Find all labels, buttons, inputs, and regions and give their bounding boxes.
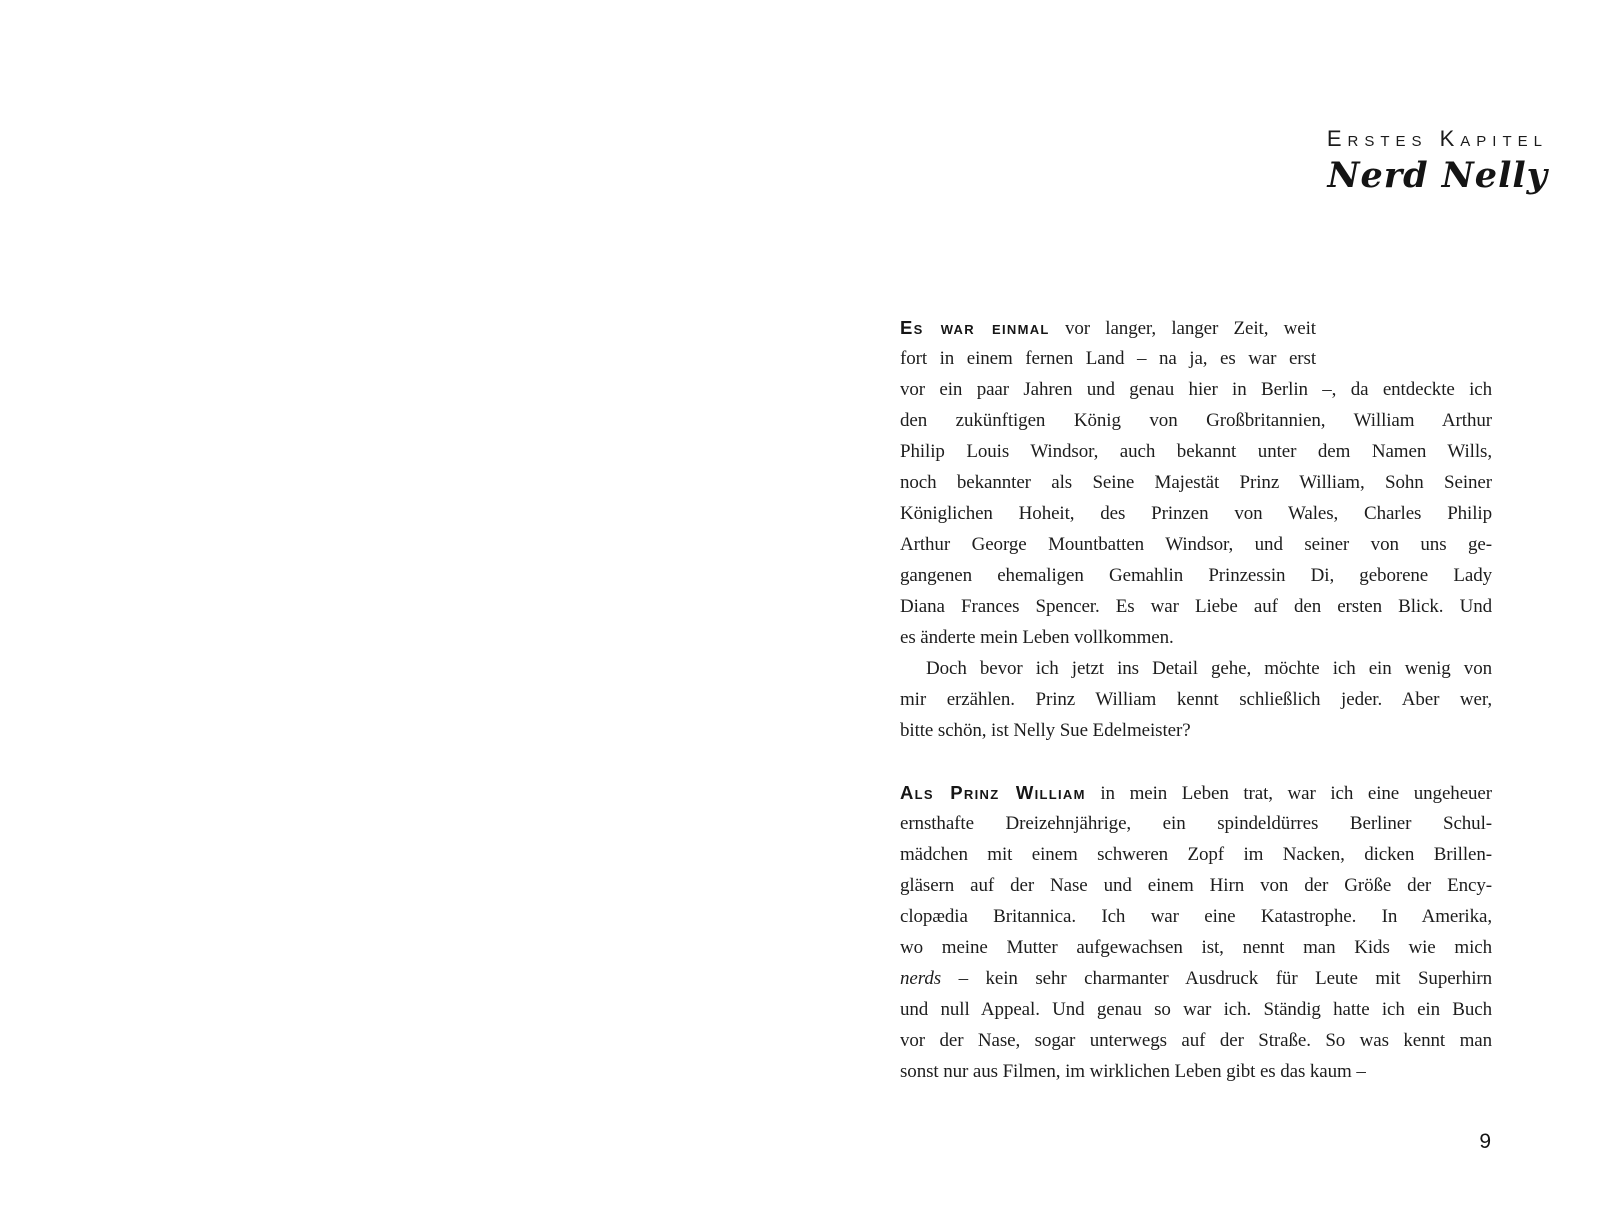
text-line <box>900 1056 1492 1087</box>
chapter-title: Nerd Nelly <box>1327 155 1548 196</box>
text-segment: – kein sehr charmanter Ausdruck für Leute mit Superhirn <box>941 968 1492 989</box>
text-segment: den zukünftigen König von Großbritannien, William Arthur <box>900 410 1492 431</box>
text-segment: mädchen mit einem schweren Zopf im Nacken, dicken Brillen- <box>900 844 1492 865</box>
text-segment: noch bekannter als Seine Majestät Prinz William, Sohn Seiner <box>900 472 1492 493</box>
chapter-heading <box>1327 126 1548 196</box>
text-line <box>900 560 1492 591</box>
text-line <box>900 1025 1492 1056</box>
text-line <box>900 312 1316 343</box>
text-segment: Arthur George Mountbatten Windsor, und seiner von uns ge- <box>900 534 1492 555</box>
chapter-label: Erstes Kapitel <box>1326 126 1548 151</box>
text-segment: fort in einem fernen Land – na ja, es war erst <box>900 348 1316 369</box>
smallcaps-lead: Es war einmal <box>900 317 1050 338</box>
text-segment: gangenen ehemaligen Gemahlin Prinzessin Di, geborene Lady <box>900 565 1492 586</box>
italic-term: nerds <box>900 968 942 989</box>
page-number: 9 <box>1479 1130 1491 1153</box>
text-line <box>900 963 1492 994</box>
text-line <box>900 467 1492 498</box>
text-segment: clopædia Britannica. Ich war eine Katastrophe. In Amerika, <box>900 906 1492 927</box>
text-segment: in mein Leben trat, war ich eine ungeheuer <box>1085 783 1492 804</box>
text-line <box>900 374 1492 405</box>
text-line <box>900 839 1492 870</box>
smallcaps-lead: Als Prinz William <box>900 782 1086 803</box>
text-segment: Doch bevor ich jetzt ins Detail gehe, möchte ich ein wenig von <box>926 658 1492 679</box>
text-segment: Diana Frances Spencer. Es war Liebe auf den ersten Blick. Und <box>900 596 1492 617</box>
text-segment: gläsern auf der Nase und einem Hirn von der Größe der Ency- <box>900 875 1492 896</box>
text-line <box>900 405 1492 436</box>
text-line <box>900 529 1492 560</box>
text-segment: bitte schön, ist Nelly Sue Edelmeister? <box>900 720 1191 741</box>
text-line <box>900 870 1492 901</box>
text-line <box>900 715 1492 746</box>
text-segment: mir erzählen. Prinz William kennt schließlich jeder. Aber wer, <box>900 689 1492 710</box>
text-segment: vor der Nase, sogar unterwegs auf der Straße. So was kennt man <box>900 1030 1492 1051</box>
text-segment: wo meine Mutter aufgewachsen ist, nennt man Kids wie mich <box>900 937 1492 958</box>
text-segment: und null Appeal. Und genau so war ich. Ständig hatte ich ein Buch <box>900 999 1492 1020</box>
text-segment: vor ein paar Jahren und genau hier in Berlin –, da entdeckte ich <box>900 379 1492 400</box>
text-segment: ernsthafte Dreizehnjährige, ein spindeldürres Berliner Schul- <box>900 813 1492 834</box>
text-line <box>900 932 1492 963</box>
text-line <box>900 808 1492 839</box>
text-segment: vor langer, langer Zeit, weit <box>1049 318 1316 339</box>
text-segment: es änderte mein Leben vollkommen. <box>900 627 1174 648</box>
paragraph-second <box>900 653 1492 746</box>
text-line <box>900 994 1492 1025</box>
paragraph-opening <box>900 312 1492 653</box>
text-line <box>900 653 1492 684</box>
text-line <box>900 777 1492 808</box>
text-line <box>900 901 1492 932</box>
text-line <box>900 622 1492 653</box>
text-line <box>900 436 1492 467</box>
paragraph-third <box>900 777 1492 1087</box>
text-line <box>900 684 1492 715</box>
text-line <box>900 591 1492 622</box>
text-line <box>900 498 1492 529</box>
text-segment: Königlichen Hoheit, des Prinzen von Wales, Charles Philip <box>900 503 1492 524</box>
text-segment: sonst nur aus Filmen, im wirklichen Leben gibt es das kaum – <box>900 1061 1366 1082</box>
text-line <box>900 343 1316 374</box>
text-segment: Philip Louis Windsor, auch bekannt unter dem Namen Wills, <box>900 441 1492 462</box>
text-block <box>900 312 1492 1087</box>
